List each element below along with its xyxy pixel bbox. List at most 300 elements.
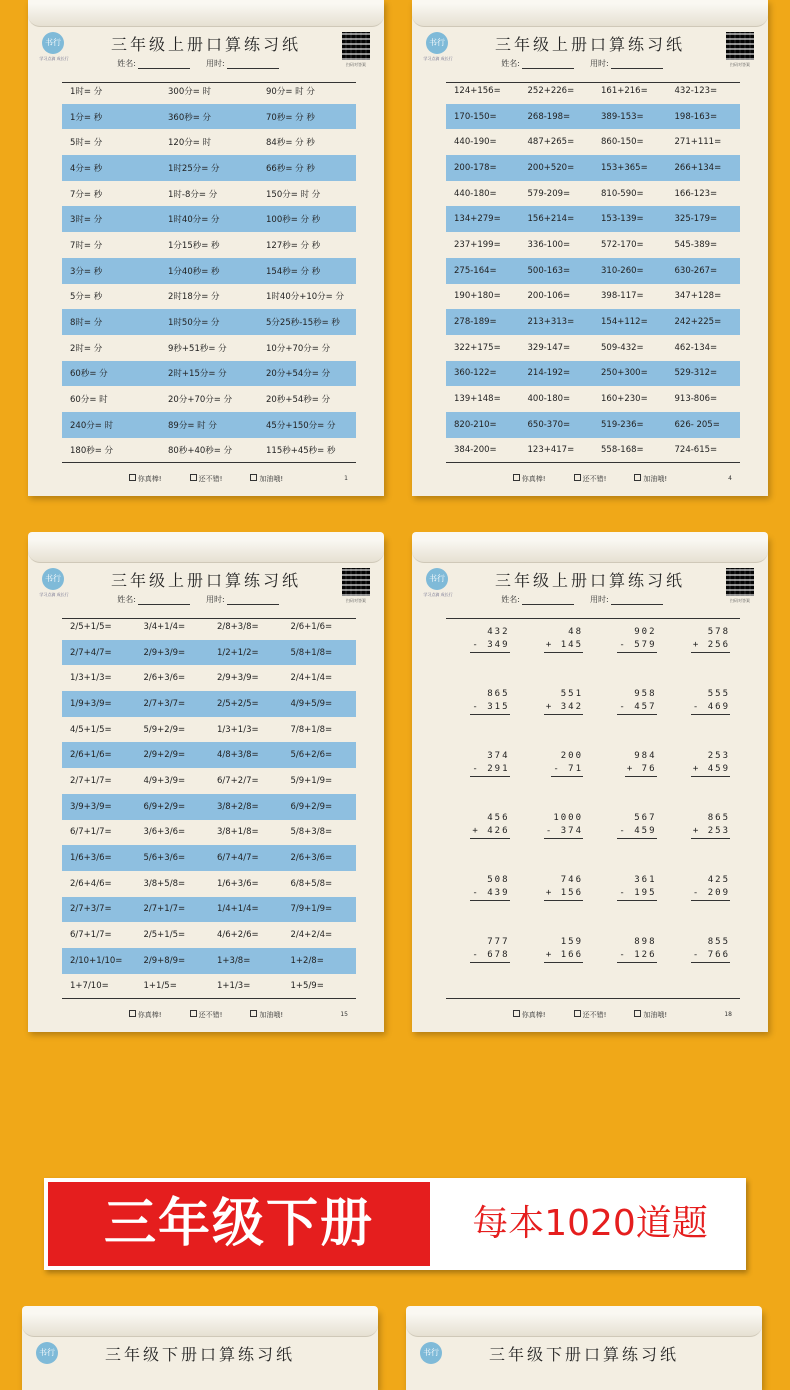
exercise-item: 336-100=: [527, 239, 571, 250]
name-label: 姓名:: [117, 595, 136, 604]
exercise-item: 3/9+3/9=: [70, 801, 112, 812]
qr-caption: 扫码对答案: [730, 598, 750, 603]
exercise-item: 4/9+5/9=: [290, 698, 333, 709]
exercise-row: [62, 794, 356, 820]
operand-bottom-wrap: [446, 639, 510, 653]
operand-top: 456: [487, 813, 510, 823]
operand-bottom: - 678: [470, 949, 509, 963]
exercise-item: 1分40秒= 秒: [168, 266, 220, 277]
paper-curl: [22, 1310, 378, 1337]
vertical-exercise: [593, 874, 667, 936]
exercise-item: 579-209=: [527, 188, 571, 199]
exercise-item: 3/8+1/8=: [217, 827, 259, 838]
exercise-item: 242+225=: [674, 317, 722, 328]
exercise-item: 1+2/8=: [290, 955, 324, 966]
operand-bottom-wrap: [667, 949, 731, 963]
vertical-exercise: [593, 750, 667, 812]
exercise-row: [62, 922, 356, 948]
checkbox-icon[interactable]: [250, 474, 257, 481]
checkbox-icon[interactable]: [190, 1010, 197, 1017]
exercise-item: 3分= 秒: [70, 266, 103, 277]
exercise-item: 360-122=: [454, 368, 497, 379]
brand-logo-caption: 学习点滴 成长行: [423, 592, 453, 597]
exercise-item: 5/8+3/8=: [290, 827, 333, 838]
operand-bottom-wrap: [520, 639, 584, 653]
exercise-item: 1+1/5=: [143, 981, 177, 992]
exercise-item: 626- 205=: [674, 419, 720, 430]
exercise-item: 7/8+1/8=: [290, 724, 333, 735]
checkbox-icon[interactable]: [513, 474, 520, 481]
brand-logo-icon: 书行: [42, 568, 64, 590]
time-blank[interactable]: [611, 596, 663, 605]
exercise-item: 1+5/9=: [290, 981, 324, 992]
exercise-item: 3/4+1/4=: [143, 621, 186, 632]
banner-grade-label: 三年级下册: [48, 1182, 430, 1266]
exercise-item: 3/8+2/8=: [217, 801, 259, 812]
vertical-exercise: [667, 874, 741, 936]
checkbox-icon[interactable]: [250, 1010, 257, 1017]
exercise-item: 166-123=: [674, 188, 718, 199]
checkbox-icon[interactable]: [129, 1010, 136, 1017]
rating-label: 你真棒!: [137, 475, 162, 483]
exercise-row: [62, 386, 356, 412]
operand-top: 898: [634, 937, 657, 947]
rating-option[interactable]: [190, 1011, 223, 1019]
exercise-item: 1+7/10=: [70, 981, 109, 992]
exercise-item: 1/4+1/4=: [217, 904, 259, 915]
exercise-row: [62, 691, 356, 717]
page-number: 18: [724, 1011, 732, 1018]
checkbox-icon[interactable]: [513, 1010, 520, 1017]
exercise-item: 200-178=: [454, 162, 497, 173]
operand-bottom-wrap: [593, 949, 657, 963]
name-time-fields: [28, 58, 384, 69]
checkbox-icon[interactable]: [634, 1010, 641, 1017]
exercise-item: 268-198=: [527, 111, 571, 122]
worksheet-header: [28, 30, 384, 76]
exercise-item: 60秒= 分: [70, 369, 108, 380]
exercise-row: [446, 412, 740, 438]
operand-bottom: + 145: [544, 639, 583, 653]
vertical-exercise: [667, 688, 741, 750]
paper-curl: [412, 0, 768, 27]
operand-bottom-wrap: [593, 639, 657, 653]
qr-code-icon[interactable]: [726, 32, 754, 60]
exercise-item: 360秒= 分: [168, 112, 212, 123]
divider: [446, 618, 740, 619]
name-label: 姓名:: [117, 59, 136, 68]
exercise-row: [62, 665, 356, 691]
exercise-item: 558-168=: [601, 445, 644, 456]
time-blank[interactable]: [227, 60, 279, 69]
exercise-item: 389-153=: [601, 111, 644, 122]
brand-logo-caption: 学习点滴 成长行: [39, 592, 69, 597]
exercise-item: 5/9+1/9=: [290, 775, 333, 786]
exercise-item: 153-139=: [601, 214, 644, 225]
vertical-exercise: [593, 688, 667, 750]
brand-logo-icon: 书行: [36, 1342, 58, 1364]
exercise-item: 6/9+2/9=: [143, 801, 186, 812]
checkbox-icon[interactable]: [634, 474, 641, 481]
exercise-item: 462-134=: [674, 342, 718, 353]
exercise-item: 572-170=: [601, 239, 644, 250]
operand-bottom: - 315: [470, 701, 509, 715]
exercise-item: 5分= 秒: [70, 292, 103, 303]
operand-top: 432: [487, 627, 510, 637]
exercise-item: 123+417=: [527, 445, 575, 456]
exercise-item: 214-192=: [527, 368, 571, 379]
exercise-item: 2/9+3/9=: [217, 673, 259, 684]
operand-bottom-wrap: [446, 887, 510, 901]
vertical-exercise: [520, 688, 594, 750]
exercise-item: 200-106=: [527, 291, 571, 302]
exercise-item: 545-389=: [674, 239, 718, 250]
exercise-item: 310-260=: [601, 265, 644, 276]
exercise-item: 45分+150分= 分: [266, 420, 336, 431]
exercise-row: [446, 386, 740, 412]
exercise-row: [446, 104, 740, 130]
exercise-row: [62, 412, 356, 438]
exercise-item: 2时18分= 分: [168, 292, 220, 303]
rating-footer: [412, 474, 768, 484]
exercise-item: 6/7+1/7=: [70, 827, 112, 838]
brand-logo-icon: 书行: [426, 32, 448, 54]
brand-logo-icon: 书行: [426, 568, 448, 590]
exercise-row: [62, 361, 356, 387]
rating-label: 还不错!: [198, 1011, 223, 1019]
exercise-item: 156+214=: [527, 214, 575, 225]
exercise-item: 250+300=: [601, 368, 648, 379]
worksheet-title: 三年级上册口算练习纸: [110, 571, 301, 590]
exercise-item: 2/10+1/10=: [70, 955, 123, 966]
exercise-row: [446, 284, 740, 310]
vertical-exercise: [593, 936, 667, 998]
exercise-row: [62, 309, 356, 335]
operand-bottom: - 349: [470, 639, 509, 653]
exercise-item: 124+156=: [454, 85, 501, 96]
name-time-fields: [412, 58, 768, 69]
exercise-item: 278-189=: [454, 317, 497, 328]
vertical-exercise: [667, 812, 741, 874]
vertical-exercise: [667, 626, 741, 688]
exercise-item: 2时= 分: [70, 343, 103, 354]
worksheet-pad-bottom-right: [406, 1310, 762, 1390]
operand-bottom: + 256: [691, 639, 730, 653]
operand-bottom: - 459: [617, 825, 656, 839]
time-blank[interactable]: [227, 596, 279, 605]
rating-option[interactable]: [129, 475, 162, 483]
exercise-item: 170-150=: [454, 111, 497, 122]
rating-option[interactable]: [250, 1011, 283, 1019]
operand-bottom-wrap: [667, 639, 731, 653]
exercise-row: [62, 948, 356, 974]
exercise-row: [446, 78, 740, 104]
time-blank[interactable]: [611, 60, 663, 69]
operand-bottom: - 457: [617, 701, 656, 715]
exercise-item: 20秒+54秒= 分: [266, 395, 331, 406]
exercise-item: 20分+54分= 分: [266, 369, 331, 380]
exercise-item: 440-190=: [454, 137, 497, 148]
operand-bottom-wrap: [593, 763, 657, 777]
exercise-item: 3时= 分: [70, 215, 103, 226]
exercise-row: [62, 640, 356, 666]
exercise-item: 2/6+3/6=: [143, 673, 186, 684]
exercise-item: 134+279=: [454, 214, 501, 225]
exercise-row: [446, 335, 740, 361]
exercise-item: 487+265=: [527, 137, 575, 148]
time-label: 用时:: [206, 59, 225, 68]
worksheet-title: 三年级下册口算练习纸: [104, 1345, 295, 1364]
operand-bottom-wrap: [593, 825, 657, 839]
operand-bottom-wrap: [520, 887, 584, 901]
name-blank[interactable]: [138, 596, 190, 605]
exercise-row: [446, 129, 740, 155]
name-blank[interactable]: [522, 596, 574, 605]
exercise-item: 7分= 秒: [70, 189, 103, 200]
rating-footer: [28, 1010, 384, 1020]
exercise-row: [62, 129, 356, 155]
operand-top: 855: [707, 937, 730, 947]
qr-code-icon[interactable]: [342, 32, 370, 60]
checkbox-icon[interactable]: [574, 1010, 581, 1017]
exercise-item: 5分25秒-15秒= 秒: [266, 318, 340, 329]
exercise-item: 2/6+1/6=: [70, 750, 112, 761]
exercise-item: 2/7+3/7=: [70, 904, 112, 915]
exercise-row: [62, 206, 356, 232]
brand-logo-caption: 学习点滴 成长行: [39, 56, 69, 61]
exercise-item: 2/9+3/9=: [143, 647, 186, 658]
exercise-item: 190+180=: [454, 291, 501, 302]
exercise-item: 150分= 时 分: [266, 189, 321, 200]
grade-banner: [44, 1178, 746, 1270]
exercise-item: 1+3/8=: [217, 955, 251, 966]
exercise-item: 6/7+2/7=: [217, 775, 259, 786]
exercise-row: [62, 897, 356, 923]
rating-option[interactable]: [574, 1011, 607, 1019]
exercise-row: [446, 155, 740, 181]
worksheet-pad: [28, 536, 384, 1032]
rating-option[interactable]: [190, 475, 223, 483]
operand-top: 425: [707, 875, 730, 885]
operand-top: 958: [634, 689, 657, 699]
exercise-item: 1时25分= 分: [168, 163, 220, 174]
exercise-item: 20分+70分= 分: [168, 395, 233, 406]
vertical-exercise: [520, 874, 594, 936]
operand-bottom-wrap: [520, 701, 584, 715]
exercise-item: 10分+70分= 分: [266, 343, 331, 354]
rating-option[interactable]: [250, 475, 283, 483]
exercise-item: 90分= 时 分: [266, 86, 315, 97]
exercise-item: 5/6+3/6=: [143, 853, 186, 864]
rating-option[interactable]: [129, 1011, 162, 1019]
exercise-item: 200+520=: [527, 162, 575, 173]
vertical-exercise: [593, 812, 667, 874]
exercise-item: 2/6+4/6=: [70, 878, 112, 889]
operand-bottom: + 166: [544, 949, 583, 963]
exercise-item: 60分= 时: [70, 395, 108, 406]
operand-bottom-wrap: [667, 887, 731, 901]
vertical-exercise-row: [446, 936, 740, 998]
exercise-item: 1/6+3/6=: [70, 853, 112, 864]
exercise-item: 440-180=: [454, 188, 497, 199]
checkbox-icon[interactable]: [129, 474, 136, 481]
operand-bottom-wrap: [520, 763, 584, 777]
rating-label: 加油哦!: [643, 475, 668, 483]
exercise-item: 271+111=: [674, 137, 722, 148]
exercise-item: 2/8+3/8=: [217, 621, 259, 632]
worksheet-title: 三年级上册口算练习纸: [494, 571, 685, 590]
exercise-item: 2/9+2/9=: [143, 750, 186, 761]
exercise-item: 266+134=: [674, 162, 722, 173]
name-time-fields: [28, 594, 384, 605]
operand-bottom-wrap: [446, 763, 510, 777]
operand-bottom: - 195: [617, 887, 656, 901]
exercise-item: 913-806=: [674, 394, 718, 405]
rating-footer: [412, 1010, 768, 1020]
exercise-row: [446, 361, 740, 387]
exercise-item: 1时40分+10分= 分: [266, 292, 344, 303]
rating-option[interactable]: [513, 1011, 546, 1019]
exercise-item: 252+226=: [527, 85, 575, 96]
operand-bottom: + 342: [544, 701, 583, 715]
vertical-exercise: [520, 626, 594, 688]
exercise-list: [62, 614, 356, 999]
divider: [62, 998, 356, 999]
operand-top: 508: [487, 875, 510, 885]
exercise-row: [446, 309, 740, 335]
exercise-item: 4/8+3/8=: [217, 750, 259, 761]
time-label: 用时:: [206, 595, 225, 604]
operand-bottom-wrap: [667, 701, 731, 715]
name-label: 姓名:: [501, 59, 520, 68]
checkbox-icon[interactable]: [190, 474, 197, 481]
exercise-item: 120分= 时: [168, 138, 212, 149]
checkbox-icon[interactable]: [574, 474, 581, 481]
paper-curl: [28, 0, 384, 27]
exercise-row: [62, 742, 356, 768]
operand-bottom: - 71: [551, 763, 583, 777]
vertical-exercise-row: [446, 750, 740, 812]
exercise-item: 2/5+1/5=: [70, 621, 112, 632]
exercise-item: 322+175=: [454, 342, 501, 353]
exercise-item: 6/8+5/8=: [290, 878, 333, 889]
exercise-row: [62, 438, 356, 464]
name-blank[interactable]: [522, 60, 574, 69]
exercise-item: 161+216=: [601, 85, 648, 96]
rating-footer: [28, 474, 384, 484]
exercise-row: [62, 845, 356, 871]
operand-bottom: + 156: [544, 887, 583, 901]
vertical-exercise: [593, 626, 667, 688]
operand-top: 374: [487, 751, 510, 761]
rating-option[interactable]: [574, 475, 607, 483]
exercise-item: 198-163=: [674, 111, 718, 122]
operand-bottom-wrap: [446, 701, 510, 715]
exercise-row: [62, 614, 356, 640]
divider: [446, 462, 740, 463]
vertical-exercise: [520, 936, 594, 998]
exercise-item: 80秒+40秒= 分: [168, 446, 233, 457]
exercise-row: [62, 104, 356, 130]
exercise-item: 7/9+1/9=: [290, 904, 333, 915]
exercise-row: [62, 232, 356, 258]
exercise-item: 1/9+3/9=: [70, 698, 112, 709]
exercise-item: 1分15秒= 秒: [168, 240, 220, 251]
operand-bottom: - 439: [470, 887, 509, 901]
vertical-exercise: [446, 936, 520, 998]
rating-option[interactable]: [513, 475, 546, 483]
exercise-item: 7时= 分: [70, 240, 103, 251]
qr-code-icon[interactable]: [342, 568, 370, 596]
worksheet-header: [22, 1340, 378, 1386]
vertical-exercise: [667, 936, 741, 998]
exercise-item: 329-147=: [527, 342, 571, 353]
worksheet-header: [406, 1340, 762, 1386]
operand-bottom-wrap: [446, 825, 510, 839]
exercise-item: 500-163=: [527, 265, 571, 276]
vertical-exercise-row: [446, 688, 740, 750]
exercise-item: 2时+15分= 分: [168, 369, 227, 380]
operand-top: 555: [707, 689, 730, 699]
vertical-exercise-grid: [446, 626, 740, 998]
exercise-item: 1/3+1/3=: [217, 724, 259, 735]
exercise-item: 275-164=: [454, 265, 497, 276]
vertical-exercise-row: [446, 874, 740, 936]
vertical-exercise: [520, 812, 594, 874]
exercise-item: 8时= 分: [70, 318, 103, 329]
worksheet-pad-bottom-left: [22, 1310, 378, 1390]
exercise-item: 398-117=: [601, 291, 644, 302]
operand-top: 865: [487, 689, 510, 699]
vertical-exercise: [446, 626, 520, 688]
exercise-item: 347+128=: [674, 291, 722, 302]
exercise-item: 2/7+1/7=: [143, 904, 186, 915]
rating-label: 还不错!: [582, 475, 607, 483]
rating-label: 还不错!: [582, 1011, 607, 1019]
vertical-exercise: [667, 750, 741, 812]
operand-bottom-wrap: [520, 825, 584, 839]
rating-label: 还不错!: [198, 475, 223, 483]
operand-top: 48: [568, 627, 583, 637]
rating-option[interactable]: [634, 1011, 667, 1019]
qr-code-icon[interactable]: [726, 568, 754, 596]
operand-top: 159: [560, 937, 583, 947]
exercise-item: 4分= 秒: [70, 163, 103, 174]
exercise-item: 2/6+3/6=: [290, 853, 333, 864]
exercise-row: [62, 871, 356, 897]
brand-logo-caption: 学习点滴 成长行: [423, 56, 453, 61]
exercise-item: 70秒= 分 秒: [266, 112, 315, 123]
divider: [446, 998, 740, 999]
page-number: 4: [728, 475, 732, 482]
rating-option[interactable]: [634, 475, 667, 483]
exercise-row: [62, 974, 356, 1000]
rating-label: 你真棒!: [521, 1011, 546, 1019]
name-blank[interactable]: [138, 60, 190, 69]
exercise-item: 2/4+2/4=: [290, 930, 333, 941]
operand-bottom: - 766: [691, 949, 730, 963]
exercise-item: 509-432=: [601, 342, 644, 353]
exercise-item: 154秒= 分 秒: [266, 266, 321, 277]
exercise-row: [62, 78, 356, 104]
exercise-item: 2/5+1/5=: [143, 930, 186, 941]
operand-bottom-wrap: [593, 887, 657, 901]
worksheet-pad: [412, 536, 768, 1032]
brand-logo-icon: 书行: [42, 32, 64, 54]
rating-label: 加油哦!: [259, 475, 284, 483]
operand-top: 551: [560, 689, 583, 699]
brand-logo-icon: 书行: [420, 1342, 442, 1364]
